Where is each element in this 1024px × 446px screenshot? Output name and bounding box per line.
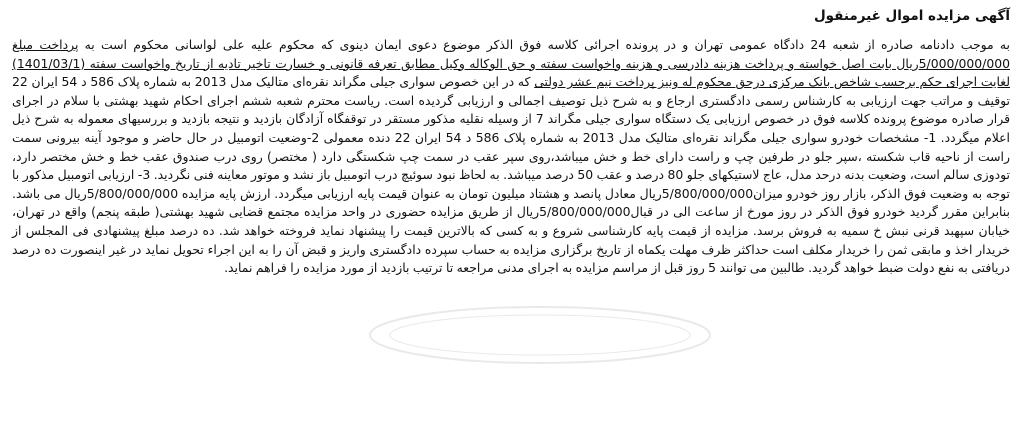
- notice-body: [12, 36, 1010, 278]
- faded-stamp-watermark: [360, 300, 720, 370]
- notice-intro: به موجب دادنامه صادره از شعبه 24 دادگاه عمومی تهران و در پرونده اجرائی کلاسه فوق الذکر موضوع دعوی ایمان دینوی که محکوم علیه علی لواسانی محکوم است به: [78, 37, 1011, 52]
- notice-title: آگهی مزایده اموال غیرمنقول: [813, 8, 1010, 24]
- notice-judgment-underlined: پرداخت مبلغ 5/000/000/000ریال بابت اصل خواسته و پرداخت هزینه دادرسی و هزینه واخواست سفته و حق الوکاله وکیل مطابق تعرفه قانونی و خسارت تاخیر تادیه از تاریخ واخواست سفته (1401/03/1) لغایت اجرای حکم برحسب شاخص بانک مرکزی درحق محکوم له ونیز پرداخت نیم عشر دولتی: [12, 37, 1011, 90]
- notice-details: که در این خصوص سواری جیلی مگراند نقره‌ای متالیک مدل 2013 به شماره پلاک 586 د 54 ایران 22 توقیف و مراتب جهت ارزیابی به کارشناس رسمی دادگستری ارجاع و به شرح ذیل توصیف اجمالی و ارزیابی گردیده است. ریاست محترم شعبه ششم اجرای احکام شهید بهشتی با سلام در اجرای قرار صادره موضوع پرونده کلاسه فوق در خصوص ارزیابی یک دستگاه سواری جیلی مگراند 7 از وسیله نقلیه مذکور مستقر در توقفگاه آزادگان بازدید و نتیجه بازدید و بررسیهای معموله به شرح ذیل اعلام میگردد. 1- مشخصات خودرو سواری جیلی مگراند نقره‌ای متالیک مدل 2013 به شماره پلاک 586 د 54 ایران 22 دنده معمولی 2-وضعیت اتومبیل در حال حاضر و موجود آینه بیرونی سمت راست از ناحیه قاب شکسته ،سپر جلو در طرفین چپ و راست دارای خط و خش میباشد،روی سپر عقب در سمت چپ شکستگی دارد ( مختصر) روی درب صندوق عقب خط و خش مختصر دارد، تودوزی سالم است، وضعیت بدنه درحد مدل، عاج لاستیکهای جلو 80 درصد و عقب 50 درصد میباشد. به لحاظ نبود سوئیچ درب اتومبیل باز نشد و موتور معاینه فنی نگردید. 3- ارزیابی اتومبیل مذکور با توجه به وضعیت فوق الذکر، بازار روز خودرو میزان5/800/000/000ریال معادل پانصد و هشتاد میلیون تومان به عنوان قیمت پایه ارزیابی میگردد. ارزش پایه مزایده 5/800/000/000ریال می باشد. بنابراین مقرر گردید خودرو فوق الذکر در روز مورخ از ساعت الی در قبال5/800/000/000ریال از طریق مزایده حضوری در واحد مزایده مجتمع قضایی شهید بهشتی( طبقه پنجم) واقع در تهران، خیابان سپهبد قرنی نبش خ سمیه به فروش برسد. مزایده از قیمت پایه کارشناسی شروع و به کسی که بالاترین قیمت را پیشنهاد نماید فروخته خواهد شد. ده درصد مبلغ پیشنهادی فی المجلس از خریدار اخذ و مابقی ثمن را خریدار مکلف است حداکثر ظرف مهلت یکماه از تاریخ برگزاری مزایده به حساب سپرده دادگستری واریز و قبض آن را به این اجراء تحویل نماید در غیر اینصورت ده درصد دریافتی به نفع دولت ضبط خواهد گردید. طالبین می توانند 5 روز قبل از مراسم مزایده به اجرای مدنی مراجعه تا ترتیب بازدید از مورد مزایده را فراهم نماید.: [12, 74, 1011, 276]
